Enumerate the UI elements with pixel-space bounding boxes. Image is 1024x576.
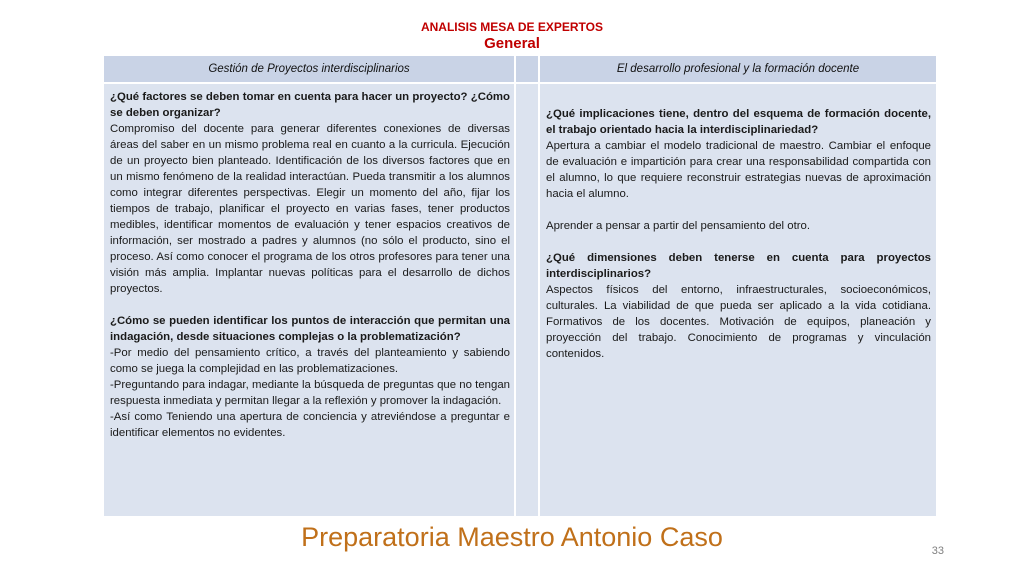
column-divider-right: [538, 56, 540, 516]
slide-header-subtitle: General: [484, 35, 540, 52]
column-header-teacher-development: El desarrollo profesional y la formación docente: [540, 56, 936, 82]
footer-title: Preparatoria Maestro Antonio Caso: [301, 522, 723, 552]
cell-projects: [110, 89, 510, 441]
column-header-empty: [516, 56, 538, 82]
paragraph-gap: [546, 234, 931, 250]
paragraph-gap: [546, 202, 931, 218]
answer-dimensions: Aspectos físicos del entorno, infraestructurales, socioeconómicos, culturales. La viabilidad de que pueda ser aplicado a la vida cotidiana. Formativos de los docentes. Motivación de equipos, planeación y proyección del trabajo. Conocimiento de programas y vinculación contenidos.: [546, 284, 931, 360]
question-factors: ¿Qué factores se deben tomar en cuenta para hacer un proyecto? ¿Cómo se deben organizar?: [110, 91, 510, 119]
header-divider: [104, 82, 936, 84]
answer-think-other: Aprender a pensar a partir del pensamiento del otro.: [546, 220, 811, 232]
page-number: 33: [931, 545, 944, 557]
answer-interaction-2: -Preguntando para indagar, mediante la búsqueda de preguntas que no tengan respuesta inmediata y permitan llegar a la reflexión y promover la indagación.: [110, 379, 510, 407]
answer-factors: Compromiso del docente para generar diferentes conexiones de diversas áreas del saber en un mismo problema real en cuanto a la curricula. Ejecución de un proyecto bien planteado. Identificación de los diversos factores que en un mismo fenómeno de la realidad interactúan. Pueda transmitir a los alumnos como integrar diferentes perspectivas. Elegir un momento del año, fijar los tiempos de trabajo, planificar el proyecto en varias fases, tener productos medibles, identificar momentos de evaluación y tener espacios creativos de información, ser mostrado a padres y alumnos (no sólo el producto, sino el proceso. Así como conocer el programa de los otros profesores para tener una visión más amplia. Implantar nuevas políticas para el desarrollo de dichos proyectos.: [110, 123, 510, 295]
slide-header-title: ANALISIS MESA DE EXPERTOS: [420, 20, 604, 34]
answer-interaction-3: -Así como Teniendo una apertura de conciencia y atreviéndose a preguntar e identificar elementos no evidentes.: [110, 411, 510, 439]
question-implications: ¿Qué implicaciones tiene, dentro del esquema de formación docente, el trabajo orientado hacia la interdisciplinariedad?: [546, 108, 931, 136]
answer-implications: Apertura a cambiar el modelo tradicional de maestro. Cambiar el enfoque de evaluación e impartición para crear una responsabilidad compartida con el alumno, lo que requiere reconstruir estrategias nuevas de aproximación hacia el alumno.: [546, 140, 931, 200]
column-divider-left: [514, 56, 516, 516]
experts-table: [104, 56, 936, 516]
column-header-projects: Gestión de Proyectos interdisciplinarios: [104, 56, 514, 82]
cell-teacher-development: [546, 106, 931, 362]
paragraph-gap: [110, 297, 510, 313]
question-dimensions: ¿Qué dimensiones deben tenerse en cuenta para proyectos interdisciplinarios?: [546, 252, 931, 280]
question-interaction-points: ¿Cómo se pueden identificar los puntos de interacción que permitan una indagación, desde situaciones complejas o la problematización?: [110, 315, 510, 343]
answer-interaction-1: -Por medio del pensamiento crítico, a través del planteamiento y sabiendo como se juega la complejidad en las problematizaciones.: [110, 347, 510, 375]
